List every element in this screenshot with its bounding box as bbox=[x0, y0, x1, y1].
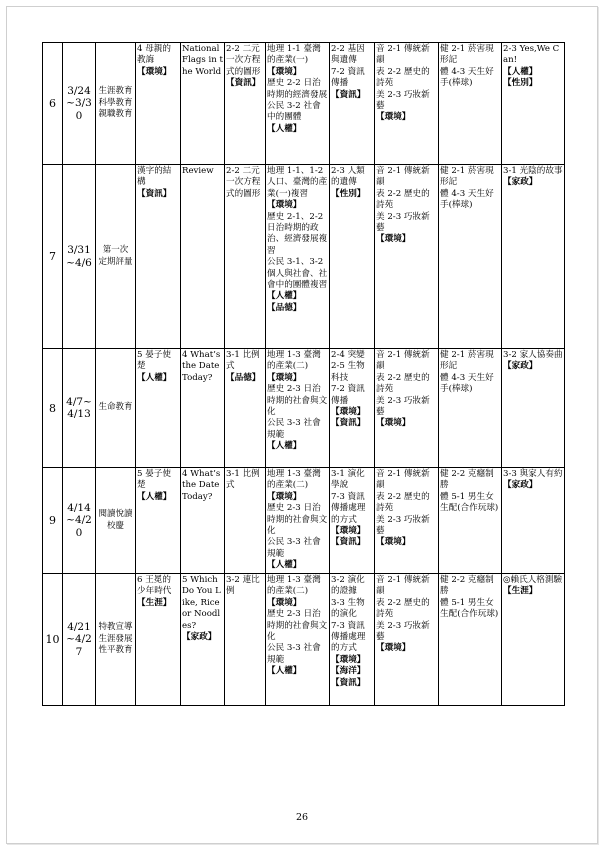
lesson-text: 3-1 光陰的故事 bbox=[503, 166, 563, 176]
lesson-text: 2-5 生物科技 bbox=[331, 361, 365, 383]
lesson-text: 美 2-3 巧妝新藝 bbox=[376, 514, 430, 537]
lesson-text: 美 2-3 巧妝新藝 bbox=[376, 211, 430, 234]
lesson-text: 表 2-2 歷史的詩苑 bbox=[376, 188, 430, 211]
topic-tag: 【人權】 bbox=[137, 491, 172, 502]
date-line: 3/31 bbox=[67, 244, 91, 256]
lesson-text: 2-2 二元一次方程式的圖形 bbox=[226, 166, 261, 199]
lesson-text: 健 2-1 菸害現形記 bbox=[440, 350, 494, 372]
chinese-cell bbox=[136, 165, 181, 349]
topic-tag: 【人權】 bbox=[267, 666, 302, 677]
lesson-text: 健 2-1 菸害現形記 bbox=[440, 166, 494, 188]
social-cell bbox=[266, 43, 330, 165]
health-pe-cell bbox=[439, 468, 502, 574]
science-cell bbox=[330, 165, 375, 349]
topic-tag: 【人權】 bbox=[503, 66, 538, 77]
lesson-text: 3-3 生物的演化 bbox=[331, 597, 365, 620]
topic-tag: 【環境】 bbox=[376, 643, 411, 654]
lesson-text: 3-3 與家人有約 bbox=[503, 469, 563, 479]
topic-tag: 【人權】 bbox=[267, 441, 302, 452]
week-number-cell: 6 bbox=[43, 43, 63, 165]
lesson-text: 地理 1-3 臺灣的產業(二) bbox=[267, 469, 321, 491]
english-cell bbox=[181, 468, 225, 574]
integrative-activity-cell bbox=[502, 165, 565, 349]
event-cell bbox=[96, 574, 136, 706]
lesson-text: 健 2-2 克癮制勝 bbox=[440, 575, 494, 597]
topic-tag: 【資訊】 bbox=[331, 677, 366, 688]
date-line: 0 bbox=[75, 526, 83, 539]
event-line: 閱讀悅讀 bbox=[98, 509, 133, 519]
chinese-cell bbox=[136, 349, 181, 468]
lesson-text: 歷史 2-2 日治時期的經濟發展 bbox=[267, 78, 328, 100]
arts-cell bbox=[375, 574, 439, 706]
lesson-text: 體 4-3 天生好手(棒球) bbox=[440, 188, 494, 211]
lesson-text: 地理 1-3 臺灣的產業(二) bbox=[267, 575, 321, 597]
integrative-activity-cell bbox=[502, 468, 565, 574]
lesson-text: 歷史 2-3 日治時期的社會與文化 bbox=[267, 384, 328, 418]
date-line: 4/13 bbox=[67, 408, 91, 420]
chinese-cell bbox=[136, 574, 181, 706]
lesson-text: 3-2 家人協奏曲 bbox=[503, 350, 563, 360]
integrative-activity-cell bbox=[502, 349, 565, 468]
week-number-cell: 9 bbox=[43, 468, 63, 574]
topic-tag: 【資訊】 bbox=[137, 188, 172, 199]
lesson-text: 表 2-2 歷史的詩苑 bbox=[376, 597, 430, 620]
topic-tag: 【資訊】 bbox=[331, 418, 366, 429]
lesson-text: 公民 3-2 社會中的團體 bbox=[267, 101, 321, 123]
health-pe-cell bbox=[439, 349, 502, 468]
chinese-cell bbox=[136, 468, 181, 574]
math-cell bbox=[225, 574, 266, 706]
event-cell bbox=[96, 349, 136, 468]
arts-cell bbox=[375, 165, 439, 349]
math-cell bbox=[225, 349, 266, 468]
topic-tag: 【環境】 bbox=[331, 654, 366, 665]
topic-tag: 【家政】 bbox=[503, 361, 538, 372]
date-line: 4/7~ bbox=[66, 395, 92, 408]
date-line: 7 bbox=[75, 645, 83, 658]
lesson-text: 4 What’s the Date Today? bbox=[182, 469, 221, 502]
topic-tag: 【生涯】 bbox=[503, 586, 538, 597]
week-row bbox=[43, 165, 565, 349]
lesson-text: 健 2-2 克癮制勝 bbox=[440, 469, 494, 491]
lesson-text: 音 2-1 傳統新韻 bbox=[376, 44, 430, 66]
lesson-text: 公民 3-3 社會規範 bbox=[267, 418, 321, 440]
date-line: 3/24 bbox=[67, 84, 91, 97]
event-cell bbox=[96, 165, 136, 349]
lesson-text: 5 晏子使楚 bbox=[137, 469, 171, 491]
event-line: 生涯教育 bbox=[98, 86, 133, 97]
topic-tag: 【性別】 bbox=[503, 78, 538, 89]
topic-tag: 【品德】 bbox=[226, 372, 261, 383]
topic-tag: 【人權】 bbox=[267, 291, 302, 302]
lesson-text: 3-2 連比例 bbox=[226, 575, 260, 597]
topic-tag: 【環境】 bbox=[376, 234, 411, 245]
lesson-text: 體 5-1 男生女生配(合作玩球) bbox=[440, 597, 499, 620]
lesson-text: 表 2-2 歷史的詩苑 bbox=[376, 372, 430, 395]
lesson-text: 5 Which Do You Like, Rice or Noodles? bbox=[182, 575, 221, 631]
date-range-cell bbox=[63, 43, 96, 165]
health-pe-cell bbox=[439, 574, 502, 706]
event-cell bbox=[96, 43, 136, 165]
math-cell bbox=[225, 165, 266, 349]
lesson-text: 音 2-1 傳統新韻 bbox=[376, 166, 430, 188]
lesson-text: 音 2-1 傳統新韻 bbox=[376, 469, 430, 491]
event-line: 性平教育 bbox=[98, 645, 133, 656]
event-line: 親職教育 bbox=[98, 109, 133, 120]
lesson-text: 5 晏子使楚 bbox=[137, 350, 171, 372]
topic-tag: 【資訊】 bbox=[331, 89, 366, 100]
lesson-text: 7-2 資訊傳播 bbox=[331, 384, 365, 406]
lesson-text: 2-3 人類的遺傳 bbox=[331, 166, 365, 188]
science-cell bbox=[330, 43, 375, 165]
week-number-cell: 8 bbox=[43, 349, 63, 468]
date-line: ~4/6 bbox=[66, 256, 92, 269]
lesson-text: 體 5-1 男生女生配(合作玩球) bbox=[440, 491, 499, 514]
event-line: 定期評量 bbox=[98, 256, 133, 267]
lesson-text: 3-1 演化學說 bbox=[331, 469, 365, 491]
date-line: ~4/2 bbox=[66, 514, 92, 527]
topic-tag: 【環境】 bbox=[267, 200, 302, 211]
science-cell bbox=[330, 574, 375, 706]
week-row bbox=[43, 349, 565, 468]
lesson-text: 漢字的結構 bbox=[137, 166, 172, 188]
topic-tag: 【環境】 bbox=[331, 407, 366, 418]
topic-tag: 【家政】 bbox=[182, 632, 217, 643]
integrative-activity-cell bbox=[502, 43, 565, 165]
lesson-text: 地理 1-1 臺灣的產業(一) bbox=[267, 44, 321, 66]
topic-tag: 【人權】 bbox=[267, 123, 302, 134]
chinese-cell bbox=[136, 43, 181, 165]
lesson-text: 音 2-1 傳統新韻 bbox=[376, 350, 430, 372]
health-pe-cell bbox=[439, 165, 502, 349]
lesson-text: 歷史 2-3 日治時期的社會與文化 bbox=[267, 503, 328, 537]
date-line: ~3/3 bbox=[66, 97, 92, 110]
lesson-text: 地理 1-3 臺灣的產業(二) bbox=[267, 350, 321, 372]
topic-tag: 【環境】 bbox=[267, 372, 302, 383]
lesson-text: 音 2-1 傳統新韻 bbox=[376, 575, 430, 597]
social-cell bbox=[266, 165, 330, 349]
lesson-text: 體 4-3 天生好手(棒球) bbox=[440, 372, 494, 395]
week-row bbox=[43, 468, 565, 574]
curriculum-schedule-table bbox=[42, 42, 565, 706]
lesson-text: 美 2-3 巧妝新藝 bbox=[376, 620, 430, 643]
english-cell bbox=[181, 43, 225, 165]
lesson-text: 健 2-1 菸害現形記 bbox=[440, 44, 494, 66]
topic-tag: 【生涯】 bbox=[137, 597, 172, 608]
topic-tag: 【環境】 bbox=[267, 66, 302, 77]
lesson-text: 地理 1-1、1-2 人口、臺灣的產業(一)複習 bbox=[267, 166, 328, 199]
topic-tag: 【環境】 bbox=[267, 491, 302, 502]
arts-cell bbox=[375, 43, 439, 165]
event-line: 第一次 bbox=[102, 245, 129, 255]
english-cell bbox=[181, 165, 225, 349]
week-row bbox=[43, 43, 565, 165]
lesson-text: 2-3 Yes,We Can! bbox=[503, 44, 560, 66]
event-line: 生命教育 bbox=[98, 402, 133, 413]
event-line: 特教宣導 bbox=[98, 622, 133, 633]
math-cell bbox=[225, 468, 266, 574]
event-line: 科學教育 bbox=[98, 97, 133, 108]
lesson-text: 公民 3-3 社會規範 bbox=[267, 537, 321, 559]
lesson-text: 美 2-3 巧妝新藝 bbox=[376, 395, 430, 418]
lesson-text: 2-2 基因與遺傳 bbox=[331, 44, 365, 66]
page-number: 26 bbox=[295, 812, 309, 823]
lesson-text: ◎賴氏人格測驗 bbox=[503, 575, 563, 585]
lesson-text: 7-3 資訊傳播處理的方式 bbox=[331, 620, 366, 654]
english-cell bbox=[181, 574, 225, 706]
topic-tag: 【環境】 bbox=[137, 66, 172, 77]
topic-tag: 【人權】 bbox=[137, 372, 172, 383]
lesson-text: 歷史 2-1、2-2 日治時期的政治、經濟發展複習 bbox=[267, 211, 328, 256]
topic-tag: 【環境】 bbox=[267, 597, 302, 608]
lesson-text: 2-4 突變 bbox=[331, 350, 365, 360]
health-pe-cell bbox=[439, 43, 502, 165]
social-cell bbox=[266, 468, 330, 574]
social-cell bbox=[266, 574, 330, 706]
event-line: 校慶 bbox=[106, 520, 124, 531]
math-cell bbox=[225, 43, 266, 165]
topic-tag: 【品德】 bbox=[267, 302, 302, 313]
date-range-cell bbox=[63, 574, 96, 706]
social-cell bbox=[266, 349, 330, 468]
topic-tag: 【資訊】 bbox=[226, 78, 261, 89]
lesson-text: 美 2-3 巧妝新藝 bbox=[376, 89, 430, 112]
week-number-cell: 7 bbox=[43, 165, 63, 349]
lesson-text: 7-2 資訊傳播 bbox=[331, 66, 365, 89]
week-number-cell: 10 bbox=[43, 574, 63, 706]
date-line: ~4/2 bbox=[66, 633, 92, 646]
week-row bbox=[43, 574, 565, 706]
topic-tag: 【海洋】 bbox=[331, 666, 366, 677]
lesson-text: 3-2 演化的證據 bbox=[331, 575, 365, 597]
lesson-text: Review bbox=[182, 166, 214, 176]
topic-tag: 【人權】 bbox=[267, 560, 302, 571]
lesson-text: 體 4-3 天生好手(棒球) bbox=[440, 66, 494, 89]
topic-tag: 【環境】 bbox=[376, 112, 411, 123]
lesson-text: National Flags in the World bbox=[182, 44, 223, 77]
lesson-text: 6 王冕的少年時代 bbox=[137, 575, 172, 597]
integrative-activity-cell bbox=[502, 574, 565, 706]
date-line: 4/14 bbox=[67, 501, 91, 514]
date-line: 0 bbox=[75, 109, 83, 122]
lesson-text: 3-1 比例式 bbox=[226, 350, 260, 372]
arts-cell bbox=[375, 468, 439, 574]
english-cell bbox=[181, 349, 225, 468]
lesson-text: 7-3 資訊傳播處理的方式 bbox=[331, 491, 366, 525]
topic-tag: 【環境】 bbox=[376, 537, 411, 548]
lesson-text: 2-2 二元一次方程式的圖形 bbox=[226, 44, 261, 77]
topic-tag: 【資訊】 bbox=[331, 537, 366, 548]
event-line: 生涯發展 bbox=[98, 633, 133, 644]
lesson-text: 歷史 2-3 日治時期的社會與文化 bbox=[267, 609, 328, 643]
science-cell bbox=[330, 349, 375, 468]
lesson-text: 4 What’s the Date Today? bbox=[182, 350, 221, 383]
topic-tag: 【性別】 bbox=[331, 188, 366, 199]
date-range-cell bbox=[63, 468, 96, 574]
date-line: 4/21 bbox=[67, 620, 91, 633]
arts-cell bbox=[375, 349, 439, 468]
lesson-text: 3-1 比例式 bbox=[226, 469, 260, 491]
lesson-text: 表 2-2 歷史的詩苑 bbox=[376, 491, 430, 514]
date-range-cell bbox=[63, 349, 96, 468]
topic-tag: 【環境】 bbox=[376, 418, 411, 429]
topic-tag: 【家政】 bbox=[503, 480, 538, 491]
topic-tag: 【家政】 bbox=[503, 177, 538, 188]
lesson-text: 公民 3-1、3-2 個人與社會、社會中的團體複習 bbox=[267, 257, 328, 291]
date-range-cell bbox=[63, 165, 96, 349]
event-cell bbox=[96, 468, 136, 574]
lesson-text: 4 母親的教誨 bbox=[137, 44, 171, 66]
lesson-text: 公民 3-3 社會規範 bbox=[267, 643, 321, 665]
science-cell bbox=[330, 468, 375, 574]
topic-tag: 【環境】 bbox=[331, 526, 366, 537]
lesson-text: 表 2-2 歷史的詩苑 bbox=[376, 66, 430, 89]
